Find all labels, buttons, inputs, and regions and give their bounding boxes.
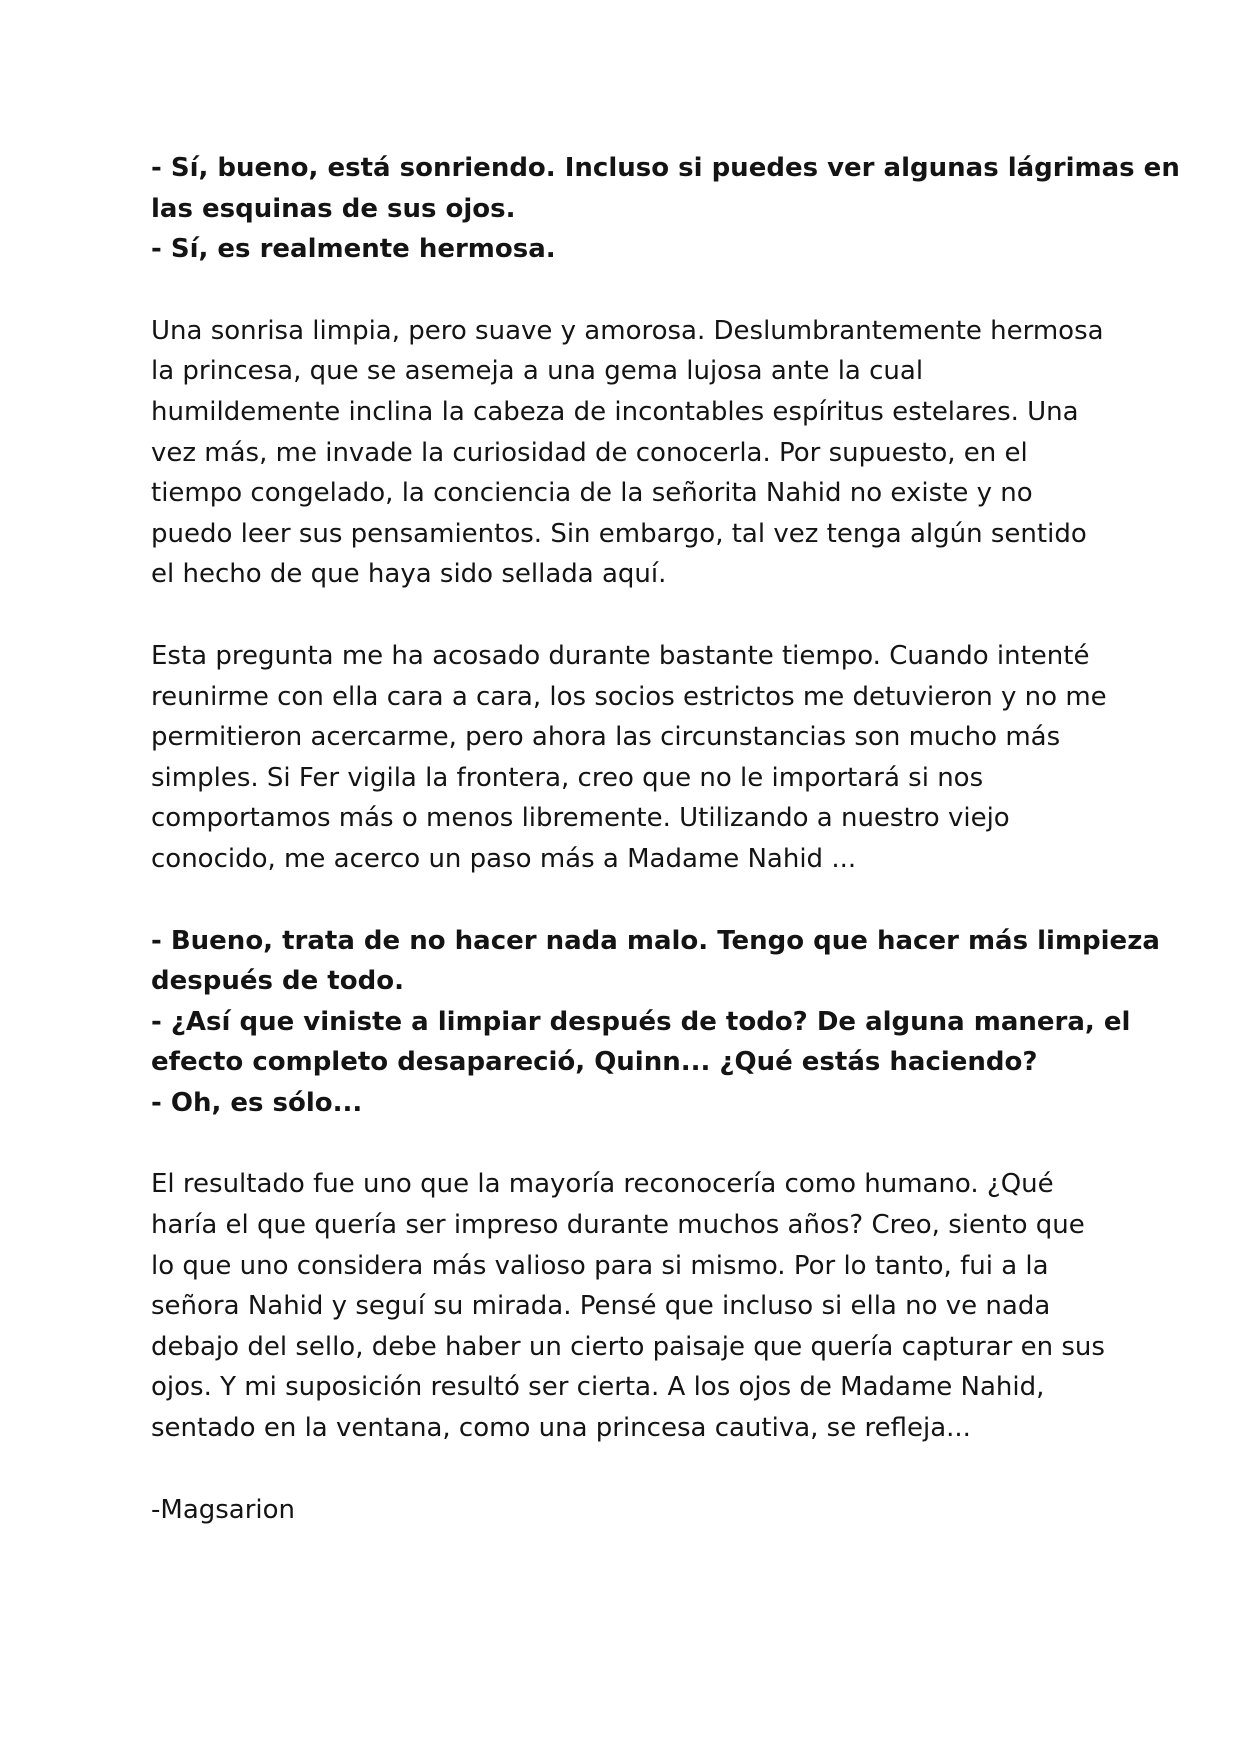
document-page	[151, 148, 1180, 1571]
dialogue-line: - Oh, es sólo...	[151, 1087, 363, 1118]
paragraph-block-1	[151, 311, 1111, 595]
paragraph-block-3	[151, 1164, 1111, 1448]
paragraph-line: puedo leer sus pensamientos. Sin embargo, tal vez tenga algún sentido	[151, 518, 1087, 549]
dialogue-line: - Sí, bueno, está sonriendo. Incluso si puedes ver algunas lágrimas en	[151, 153, 1180, 183]
dialogue-line: - Sí, es realmente hermosa.	[151, 234, 556, 265]
signature-text: -Magsarion	[151, 1494, 296, 1525]
dialogue-line: después de todo.	[151, 966, 404, 997]
dialogue-block-2	[151, 921, 1160, 1124]
dialogue-block-1	[151, 148, 1180, 270]
paragraph-line: ojos. Y mi suposición resultó ser cierta. A los ojos de Madame Nahid,	[151, 1372, 1045, 1403]
paragraph-block-2	[151, 636, 1111, 880]
paragraph-line: reunirme con ella cara a cara, los socios estrictos me detuvieron y no me	[151, 681, 1107, 712]
paragraph-line: Esta pregunta me ha acosado durante bastante tiempo. Cuando intenté	[151, 640, 1090, 671]
paragraph-line: sentado en la ventana, como una princesa cautiva, se refleja...	[151, 1413, 971, 1444]
dialogue-line: - Bueno, trata de no hacer nada malo. Tengo que hacer más limpieza	[151, 925, 1160, 956]
dialogue-line: las esquinas de sus ojos.	[151, 193, 516, 224]
signature	[151, 1490, 1111, 1531]
dialogue-line: efecto completo desapareció, Quinn... ¿Qué estás haciendo?	[151, 1047, 1038, 1078]
paragraph-line: haría el que quería ser impreso durante muchos años? Creo, siento que	[151, 1210, 1085, 1241]
paragraph-line: vez más, me invade la curiosidad de conocerla. Por supuesto, en el	[151, 437, 1028, 468]
paragraph-line: conocido, me acerco un paso más a Madame Nahid ...	[151, 843, 857, 874]
dialogue-line: - ¿Así que viniste a limpiar después de todo? De alguna manera, el	[151, 1006, 1131, 1037]
paragraph-line: la princesa, que se asemeja a una gema lujosa ante la cual	[151, 356, 924, 387]
paragraph-line: tiempo congelado, la conciencia de la señorita Nahid no existe y no	[151, 478, 1033, 509]
paragraph-line: humildemente inclina la cabeza de incontables espíritus estelares. Una	[151, 396, 1079, 427]
paragraph-line: El resultado fue uno que la mayoría reconocería como humano. ¿Qué	[151, 1169, 1054, 1200]
paragraph-line: lo que uno considera más valioso para si mismo. Por lo tanto, fui a la	[151, 1250, 1049, 1281]
paragraph-line: Una sonrisa limpia, pero suave y amorosa. Deslumbrantemente hermosa	[151, 315, 1104, 346]
paragraph-line: debajo del sello, debe haber un cierto paisaje que quería capturar en sus	[151, 1331, 1105, 1362]
paragraph-line: comportamos más o menos libremente. Utilizando a nuestro viejo	[151, 803, 1010, 834]
paragraph-line: simples. Si Fer vigila la frontera, creo que no le importará si nos	[151, 762, 984, 793]
paragraph-line: el hecho de que haya sido sellada aquí.	[151, 559, 667, 590]
paragraph-line: permitieron acercarme, pero ahora las circunstancias son mucho más	[151, 722, 1061, 753]
paragraph-line: señora Nahid y seguí su mirada. Pensé que incluso si ella no ve nada	[151, 1291, 1051, 1322]
